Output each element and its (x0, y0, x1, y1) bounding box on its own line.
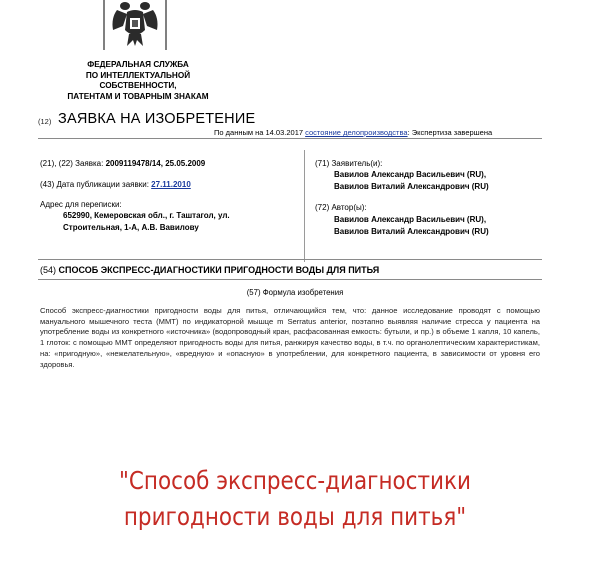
agency-name (58, 60, 218, 102)
address-line: 652990, Кемеровская обл., г. Таштагол, ул. (63, 211, 230, 220)
claims-text: Способ экспресс-диагностики пригодности воды для питья, отличающийся тем, что: данное исследование проводят с помощью мануального мышечного теста (ММТ) по индикаторной мышце m Serratus anterior, поэтапно выявляя наличие стресса у пациента на употребление воды из конкретного «источника» (водопроводный кран, расфасованная емкость: бутыли, и пр.) в объеме 1 капля, 10 капель, 1 глоток: с помощью ММТ определяют пригодность воды для питья, ранжируя качество воды, в т.ч. по органолептическим характеристикам, на: «пригодную», «нежелательную», «вредную» и «опасную» в употреблении, для конкретного пациента, в зависимости от уровня его здоровья. (40, 306, 540, 369)
invention-title-text: СПОСОБ ЭКСПРЕСС-ДИАГНОСТИКИ ПРИГОДНОСТИ ВОДЫ ДЛЯ ПИТЬЯ (58, 265, 380, 275)
authors-label: (72) Автор(ы): (315, 203, 367, 212)
agency-line: СОБСТВЕННОСТИ, (99, 81, 177, 90)
invention-title (40, 265, 379, 275)
agency-line: ПО ИНТЕЛЛЕКТУАЛЬНОЙ (85, 70, 191, 80)
address-line: Строительная, 1-А, А.В. Вавилову (63, 223, 199, 232)
caption-line: пригодности воды для питья" (123, 502, 467, 531)
applicant: Вавилов Александр Васильевич (RU), (334, 170, 487, 179)
author: Вавилов Виталий Александрович (RU) (334, 227, 489, 236)
address-label: Адрес для переписки: (40, 200, 122, 209)
application-label: (21), (22) Заявка: (40, 159, 104, 168)
publication-date-link[interactable]: 27.11.2010 (151, 180, 191, 189)
publication-date-row (40, 180, 191, 189)
caption-line: "Способ экспресс-диагностики (119, 466, 471, 495)
author: Вавилов Александр Васильевич (RU), (334, 215, 487, 224)
application-number (40, 159, 205, 168)
document-type: ЗАЯВКА НА ИЗОБРЕТЕНИЕ (58, 111, 256, 127)
divider (38, 138, 542, 139)
publication-label: (43) Дата публикации заявки: (40, 180, 149, 189)
application-value: 2009119478/14, 25.05.2009 (105, 159, 206, 168)
status-link[interactable]: состояние делопроизводства (305, 128, 408, 137)
caption (41, 463, 548, 535)
status-value: : Экспертиза завершена (407, 128, 493, 137)
divider (38, 279, 542, 280)
status-line (214, 128, 492, 137)
status-date: По данным на 14.03.2017 (214, 128, 304, 137)
divider (38, 259, 542, 260)
applicants-label: (71) Заявитель(и): (315, 159, 383, 168)
claims-label: (57) Формула изобретения (246, 288, 344, 297)
invention-title-code: (54) (40, 265, 57, 275)
column-divider (304, 150, 305, 262)
coat-of-arms-emblem (103, 0, 167, 50)
document-type-code: (12) (38, 117, 52, 126)
applicant: Вавилов Виталий Александрович (RU) (334, 182, 489, 191)
agency-line: ПАТЕНТАМ И ТОВАРНЫМ ЗНАКАМ (67, 91, 209, 101)
agency-line: ФЕДЕРАЛЬНАЯ СЛУЖБА (87, 60, 189, 69)
